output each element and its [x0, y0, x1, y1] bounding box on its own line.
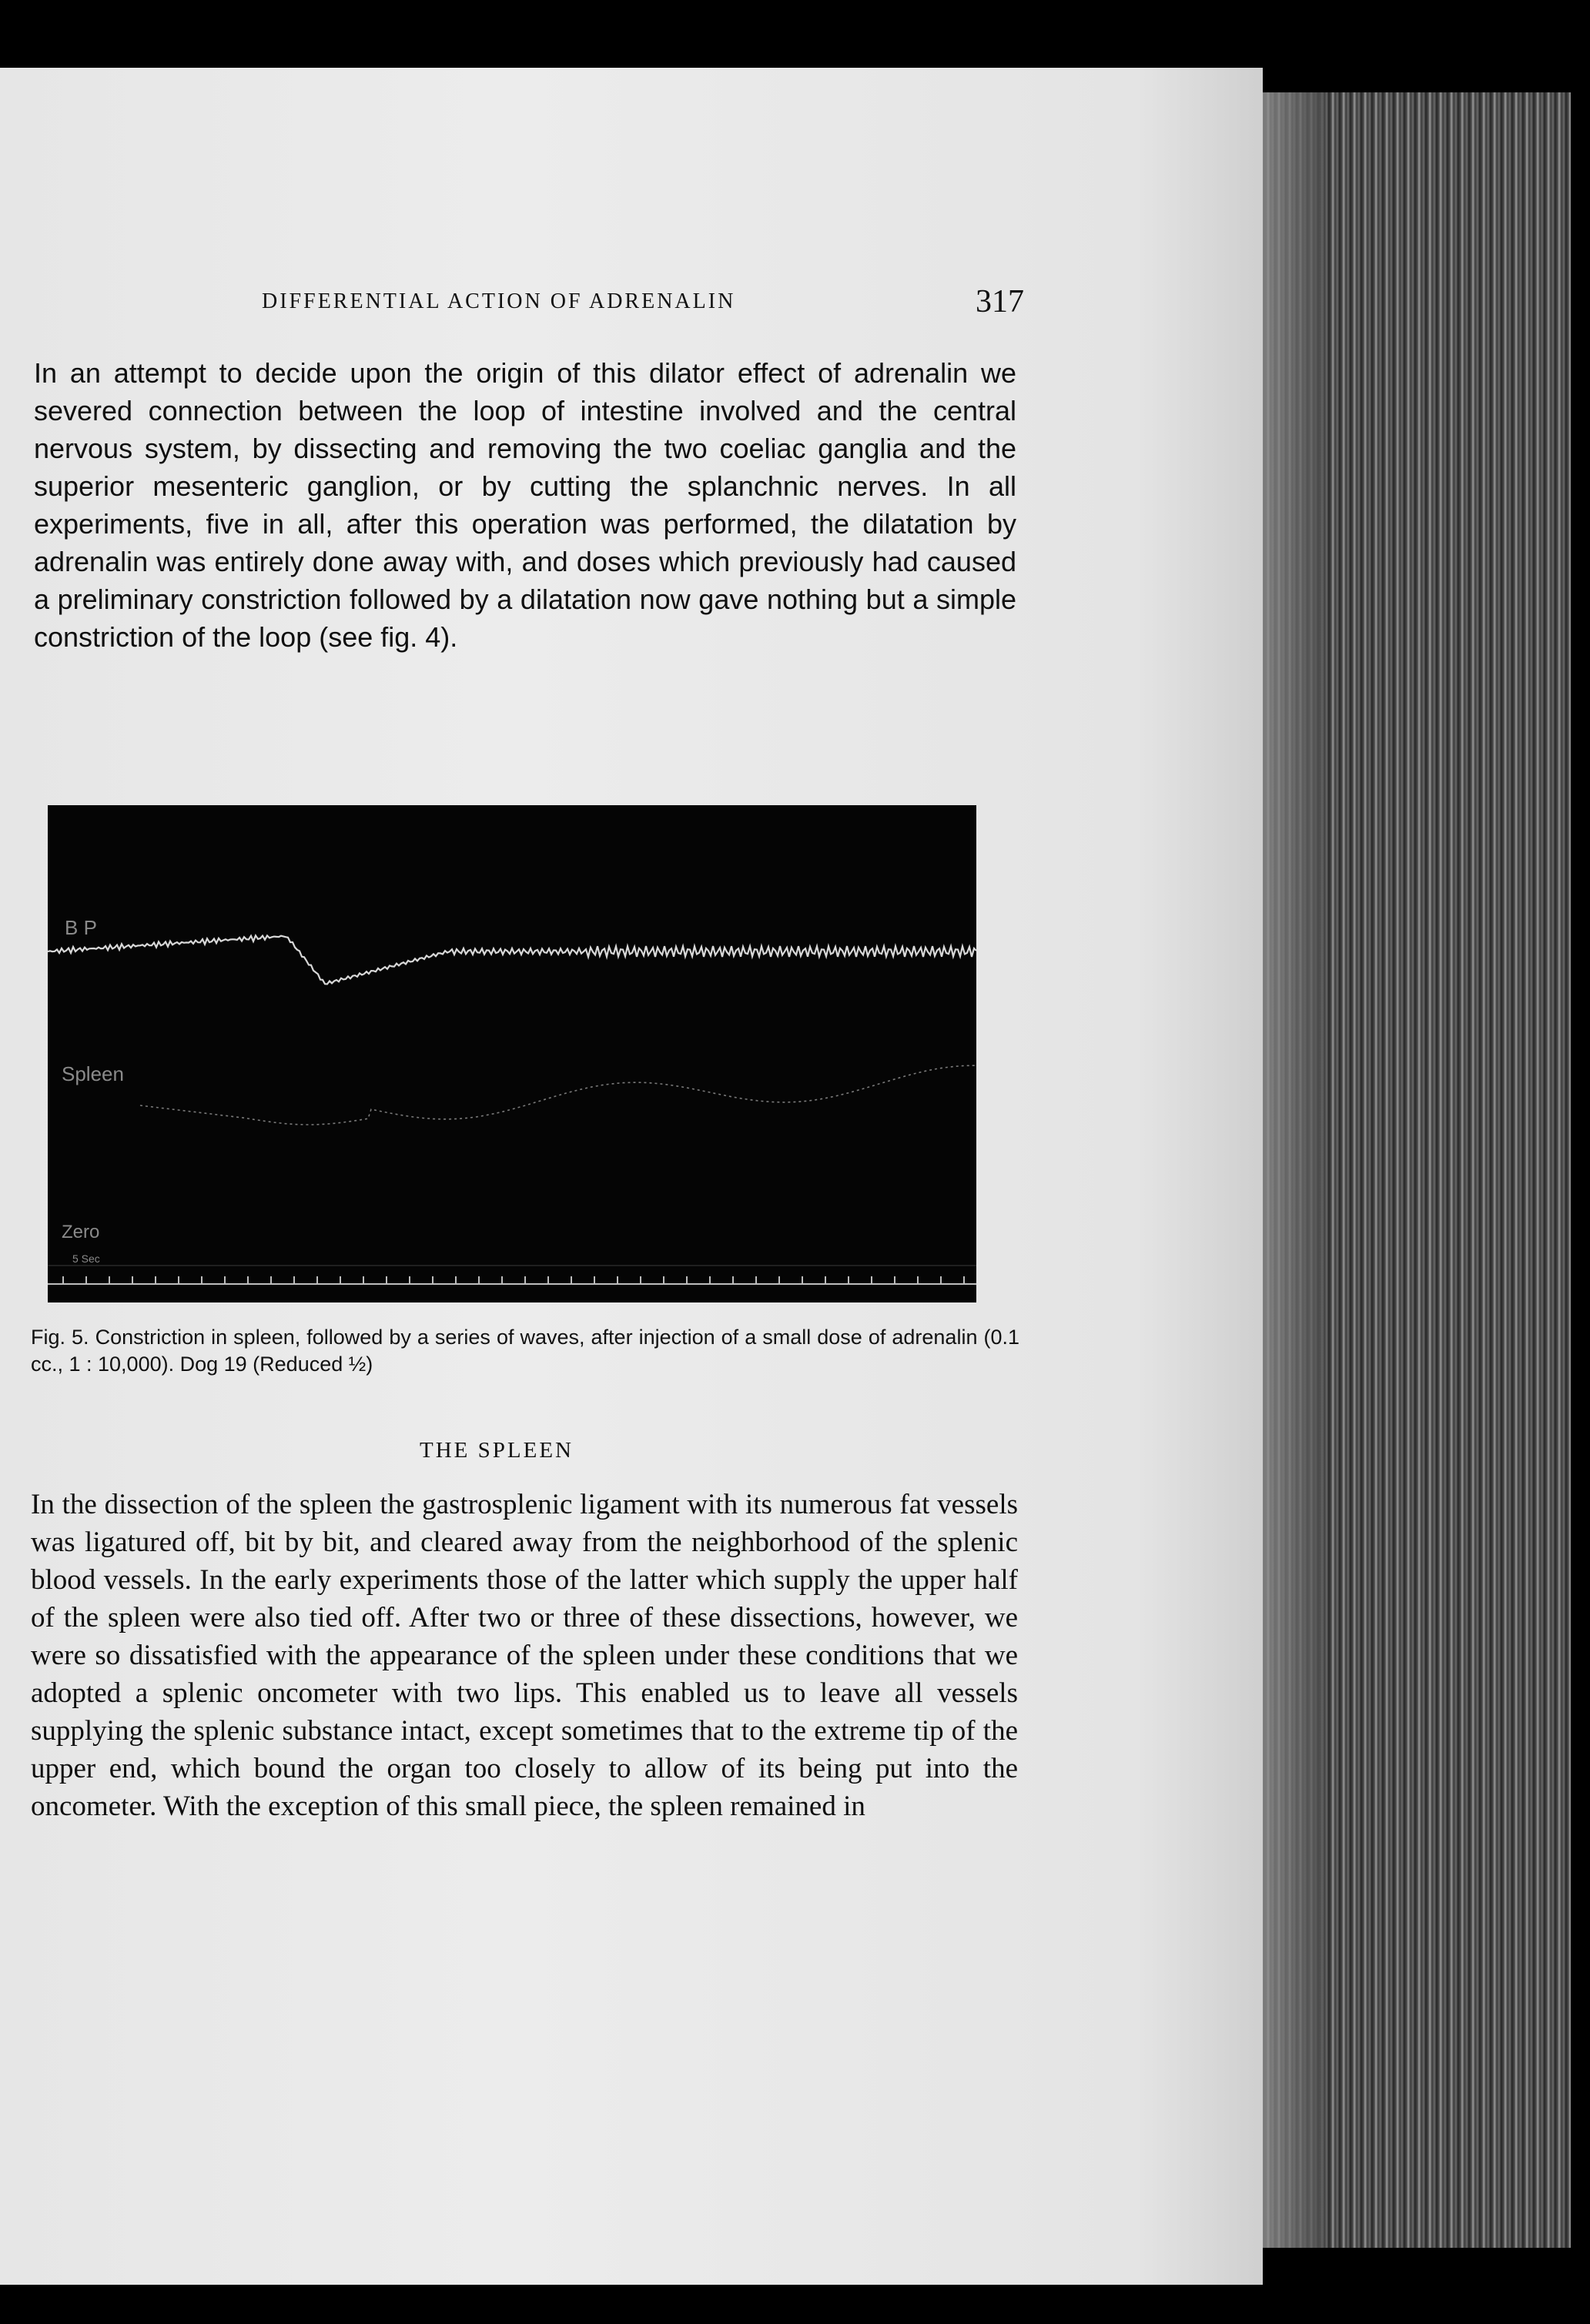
spleen-label: Spleen	[62, 1062, 124, 1085]
kymograph-tracing	[48, 805, 976, 1302]
time-marker-ticks	[63, 1276, 964, 1284]
body-paragraph-1: In an attempt to decide upon the origin of this dilator effect of adrenalin we severed connection between the loop of intestine involved and the central nervous system, by dissecting and removing the two coeliac ganglia and the superior mesenteric ganglion, or by cutting the splanchnic nerves. In all experiments, five in all, after this operation was performed, the dilatation by adrenalin was entirely done away with, and doses which previously had caused a preliminary constriction followed by a dilatation now gave nothing but a simple constriction of the loop (see fig. 4).	[34, 357, 1016, 653]
book-page	[0, 68, 1263, 2285]
blood-pressure-trace	[48, 935, 976, 984]
running-title: DIFFERENTIAL ACTION OF ADRENALIN	[262, 289, 736, 313]
book-page-edges	[1232, 92, 1571, 2248]
page-number: 317	[976, 284, 1024, 319]
bp-label: B P	[65, 916, 97, 939]
body-paragraph-2: In the dissection of the spleen the gastrosplenic ligament with its numerous fat vessels was ligatured off, bit by bit, and cleared away from the neighborhood of the splenic blood vessels. In the early experiments those of the latter which supply the upper half of the spleen were also tied off. After two or three of these dissections, however, we were so dissatisfied with the appearance of the spleen under these conditions that we adopted a splenic oncometer with two lips. This enabled us to leave all vessels supplying the splenic substance intact, except sometimes that to the extreme tip of the upper end, which bound the organ too closely to allow of its being put into the oncometer. With the exception of this small piece, the spleen remained in	[31, 1489, 1018, 1822]
page-header	[262, 283, 1024, 329]
time-interval-label: 5 Sec	[72, 1252, 100, 1265]
zero-label: Zero	[62, 1222, 100, 1242]
kymograph-figure	[48, 805, 976, 1302]
figure-caption: Fig. 5. Constriction in spleen, followed by a series of waves, after injection of a small dose of adrenalin (0.1 cc., 1 : 10,000). Dog 19 (Reduced ½)	[31, 1326, 1019, 1376]
section-heading: THE SPLEEN	[420, 1438, 574, 1463]
spleen-volume-trace	[140, 1065, 975, 1125]
